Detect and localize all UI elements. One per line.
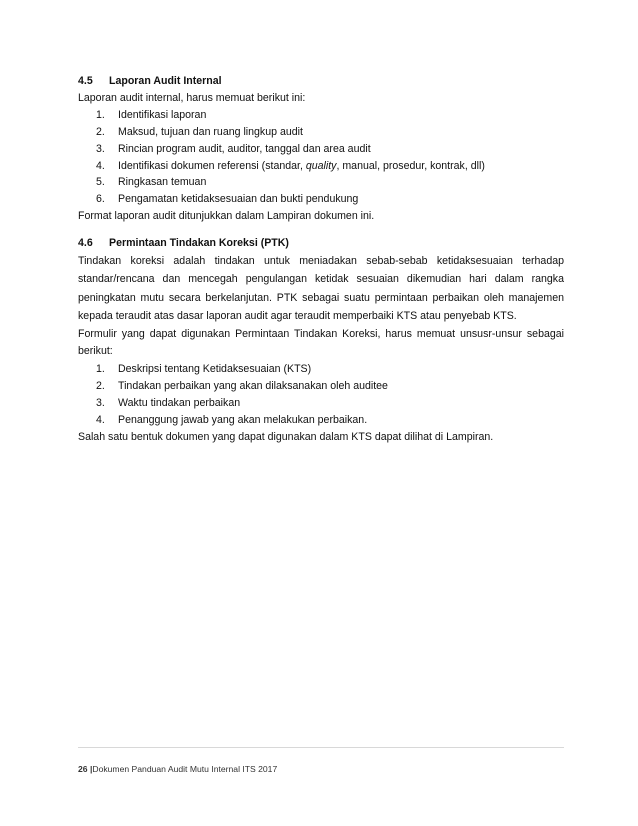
section-title: Laporan Audit Internal bbox=[109, 75, 222, 87]
footer-document-title: Dokumen Panduan Audit Mutu Internal ITS 2017 bbox=[92, 764, 278, 774]
section-number: 4.5 bbox=[78, 75, 93, 87]
ptk-contents-list bbox=[78, 361, 564, 429]
list-item: 1. Identifikasi laporan bbox=[96, 108, 207, 121]
page-content bbox=[78, 73, 564, 445]
footer-separator: | bbox=[89, 764, 93, 774]
section-number: 4.6 bbox=[78, 237, 93, 250]
footer-divider bbox=[78, 747, 564, 748]
list-item: 2. Maksud, tujuan dan ruang lingkup audit bbox=[96, 125, 303, 138]
list-item: 4. Penanggung jawab yang akan melakukan perbaikan. bbox=[96, 413, 368, 426]
section-4-6-closing: Salah satu bentuk dokumen yang dapat digunakan dalam KTS dapat dilihat di Lampiran. bbox=[78, 430, 494, 443]
section-4-6-heading bbox=[78, 235, 564, 252]
section-4-5-heading bbox=[78, 73, 564, 90]
list-item: 3. Rincian program audit, auditor, tanggal dan area audit bbox=[96, 142, 371, 155]
list-item: 3. Waktu tindakan perbaikan bbox=[96, 396, 241, 409]
list-item: 2. Tindakan perbaikan yang akan dilaksanakan oleh auditee bbox=[96, 379, 388, 392]
page-number: 26 bbox=[78, 764, 88, 774]
list-item: 1. Deskripsi tentang Ketidaksesuaian (KTS) bbox=[96, 362, 312, 375]
list-item: 6. Pengamatan ketidaksesuaian dan bukti pendukung bbox=[96, 193, 359, 206]
list-item: 5. Ringkasan temuan bbox=[96, 176, 207, 189]
section-title: Permintaan Tindakan Koreksi (PTK) bbox=[109, 237, 289, 250]
section-4-5-closing: Format laporan audit ditunjukkan dalam Lampiran dokumen ini. bbox=[78, 210, 375, 223]
section-4-6-paragraph: Tindakan koreksi adalah tindakan untuk meniadakan sebab-sebab ketidaksesuaian terhadap standar/rencana dan mencegah pengulangan ketidak sesuaian dikemudian hari dalam rangka peningkatan mutu secara berkelanjutan. PTK sebagai suatu permintaan perbaikan oleh manajemen kepada teraudit atas dasar laporan audit agar teraudit memperbaiki KTS atau penyebab KTS. bbox=[78, 255, 564, 323]
list-item: 4. Identifikasi dokumen referensi (standar, quality, manual, prosedur, kontrak, dll) bbox=[96, 159, 485, 172]
section-4-6-paragraph-2: Formulir yang dapat digunakan Permintaan Tindakan Koreksi, harus memuat unsusr-unsur sebagai berikut: bbox=[78, 327, 564, 358]
report-contents-list bbox=[78, 107, 564, 208]
page-footer bbox=[78, 764, 277, 774]
section-4-5-intro: Laporan audit internal, harus memuat berikut ini: bbox=[78, 91, 306, 104]
